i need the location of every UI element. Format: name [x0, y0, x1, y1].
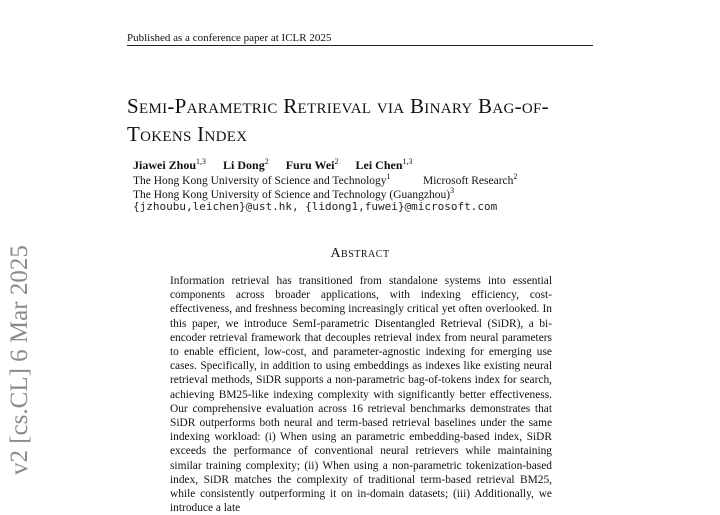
affiliation-hkust: The Hong Kong University of Science and Technology$^1$	[133, 172, 391, 187]
affiliation-msr: Microsoft Research$^2$	[423, 172, 518, 187]
paper-title	[127, 92, 597, 148]
header-rule	[127, 45, 593, 46]
arxiv-stamp: v2 [cs.CL] 6 Mar 2025	[6, 245, 33, 475]
abstract-heading: Abstract	[330, 246, 390, 261]
abstract-body	[170, 274, 552, 515]
affiliation-line-1	[133, 172, 518, 187]
author-emails: {jzhoubu,leichen}@ust.hk, {lidong1,fuwei}@microsoft.com	[133, 200, 498, 213]
author: Jiawei Zhou$^{1,3}$	[133, 157, 207, 172]
author: Furu Wei$^2$	[285, 157, 339, 172]
title-line-2: Tokens Index	[127, 122, 248, 146]
title-line-1: Semi-Parametric Retrieval via Binary Bag-of-	[127, 94, 549, 118]
author-list	[133, 157, 427, 173]
running-header: Published as a conference paper at ICLR 2025	[127, 32, 332, 44]
abstract-text: Information retrieval has transitioned from standalone systems into essential components across broader applications, with indexing efficiency, cost-effectiveness, and freshness becoming increasingly critical yet often overlooked. In this paper, we introduce SemI-parametric Disentangled Retrieval (SiDR), a bi-encoder retrieval framework that decouples retrieval index from neural parameters to enable efficient, low-cost, and parameter-agnostic indexing for emerging use cases. Specifically, in addition to using embeddings as indexes like existing neural retrieval methods, SiDR supports a non-parametric bag-of-tokens index for search, achieving BM25-like indexing complexity with significantly better effectiveness. Our comprehensive evaluation across 16 retrieval benchmarks demonstrates that SiDR outperforms both neural and term-based retrieval baselines under the same indexing workload: (i) When using an parametric embedding-based index, SiDR exceeds the performance of conventional neural retrievers while maintaining similar training complexity; (ii) When using a non-parametric tokenization-based index, SiDR matches the complexity of traditional term-based retrieval BM25, while consistently outperforming it on in-domain datasets; (iii) Additionally, we introduce a late	[170, 275, 552, 515]
author: Li Dong$^2$	[223, 157, 269, 172]
author: Lei Chen$^{1,3}$	[355, 157, 413, 172]
affiliation-hkust-gz: The Hong Kong University of Science and Technology (Guangzhou)$^3$	[133, 186, 455, 201]
